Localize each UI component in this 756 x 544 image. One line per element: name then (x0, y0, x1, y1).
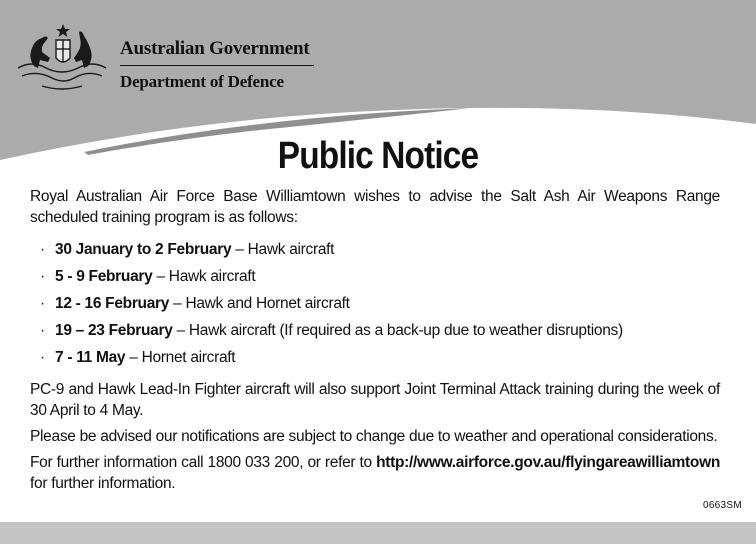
schedule-separator: – (152, 268, 169, 285)
training-paragraph: PC-9 and Hawk Lead-In Fighter aircraft will also support Joint Terminal Attack training during the week of 30 April to 4 May. (30, 381, 720, 419)
schedule-detail: Hawk aircraft (If required as a back-up due to weather disruptions) (188, 322, 623, 339)
agency-name: Australian Government (120, 38, 310, 59)
schedule-dates: 30 January to 2 February (55, 241, 232, 258)
advice-paragraph: Please be advised our notifications are subject to change due to weather and operational considerations. (30, 428, 718, 445)
list-item (30, 344, 720, 371)
schedule-detail: Hawk and Hornet aircraft (185, 295, 350, 312)
schedule-list (30, 236, 720, 371)
agency-branding (120, 38, 314, 92)
intro-paragraph: Royal Australian Air Force Base Williamtown wishes to advise the Salt Ash Air Weapons Range scheduled training program is as follows: (30, 188, 720, 226)
contact-text: For further information call 1800 033 200, or refer to (30, 454, 377, 471)
notice-body (30, 186, 725, 499)
schedule-separator: – (172, 322, 189, 339)
list-item (30, 290, 720, 317)
schedule-separator: – (231, 241, 248, 258)
contact-suffix: for further information. (30, 454, 725, 492)
schedule-dates: 12 - 16 February (55, 295, 170, 312)
agency-divider (120, 65, 314, 66)
schedule-detail: Hawk aircraft (247, 241, 335, 258)
schedule-dates: 19 – 23 February (55, 322, 173, 339)
footer-bar (0, 522, 756, 544)
page-title: Public Notice (277, 135, 479, 177)
bullet-icon: · (40, 349, 45, 366)
list-item (30, 317, 720, 344)
schedule-separator: – (125, 349, 142, 366)
schedule-dates: 5 - 9 February (55, 268, 153, 285)
list-item (30, 236, 720, 263)
contact-paragraph (30, 452, 725, 494)
bullet-icon: · (40, 268, 45, 285)
schedule-dates: 7 - 11 May (55, 349, 126, 366)
website-link[interactable]: http://www.airforce.gov.au/flyingareawilliamtown (376, 454, 720, 471)
reference-code: 0663SM (702, 500, 742, 511)
bullet-icon: · (40, 241, 45, 258)
bullet-icon: · (40, 322, 45, 339)
coat-of-arms-icon (12, 18, 112, 96)
department-name: Department of Defence (120, 72, 284, 91)
schedule-detail: Hornet aircraft (141, 349, 236, 366)
bullet-icon: · (40, 295, 45, 312)
schedule-detail: Hawk aircraft (168, 268, 256, 285)
schedule-separator: – (169, 295, 186, 312)
list-item (30, 263, 720, 290)
